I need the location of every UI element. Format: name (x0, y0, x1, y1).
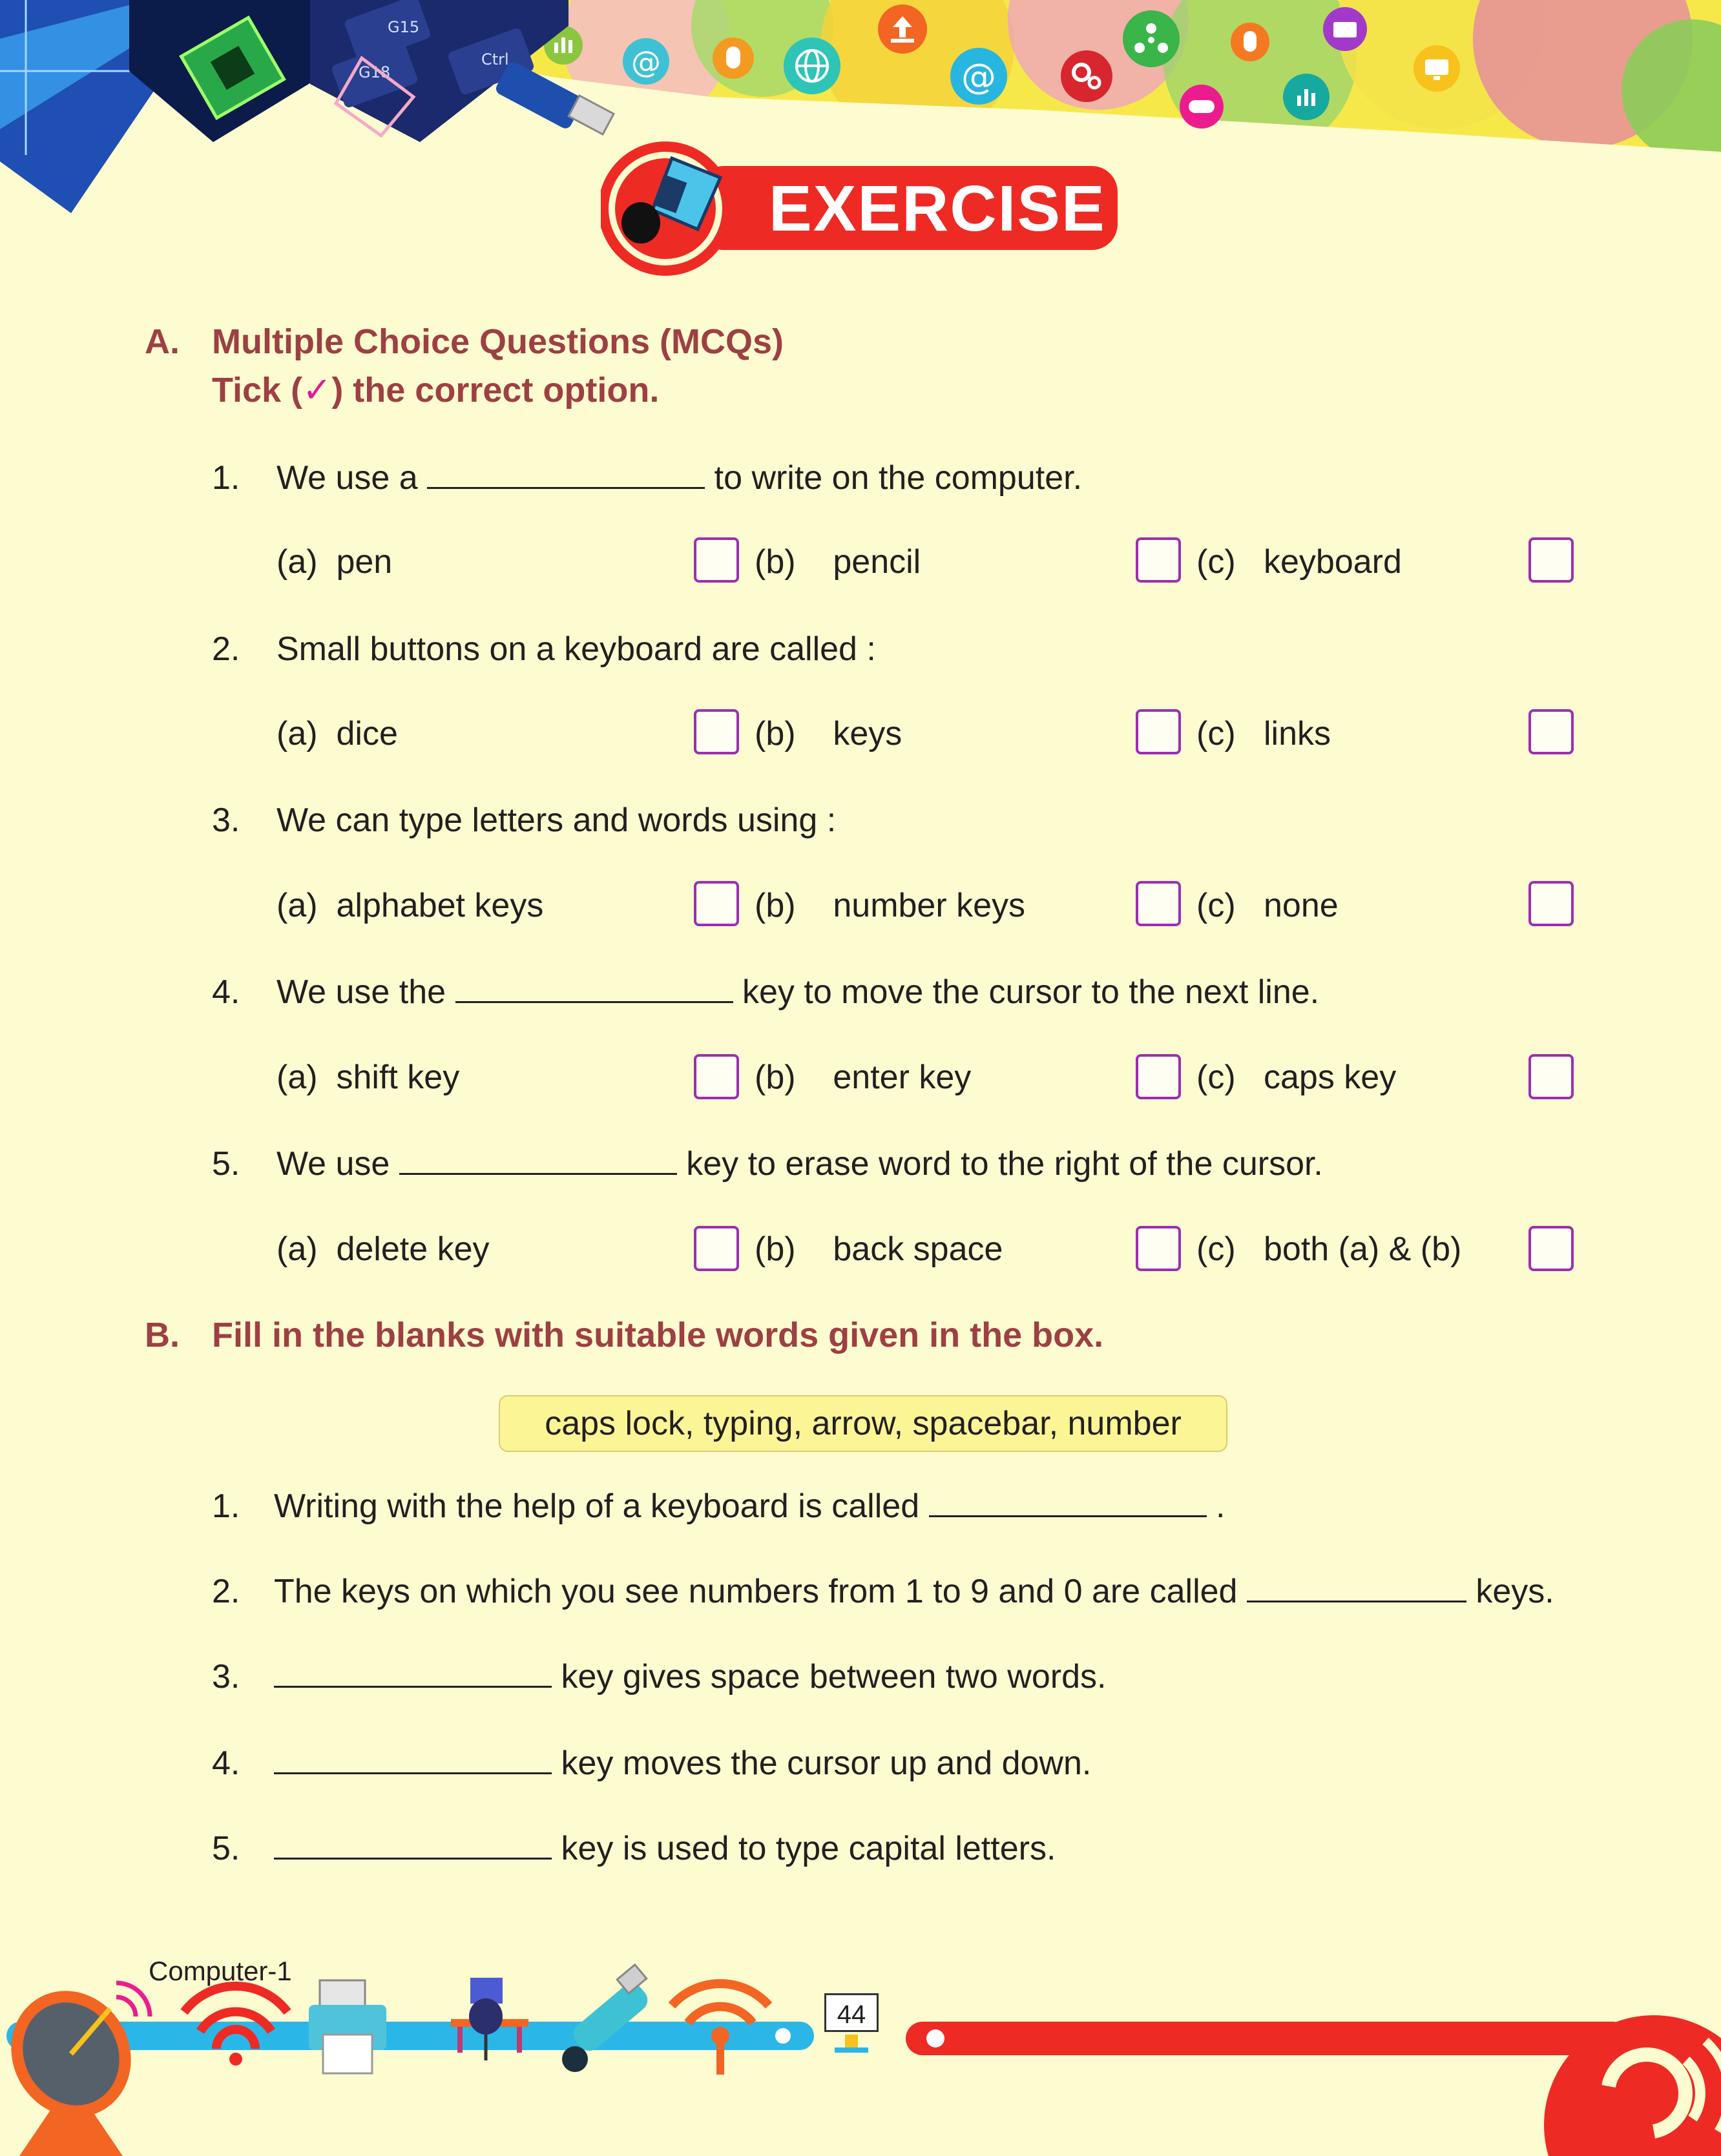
fill-question (274, 1572, 1554, 1611)
instruction-before: Tick ( (212, 371, 303, 409)
option-checkbox[interactable] (1136, 1054, 1181, 1099)
mcq-question (276, 1145, 1323, 1183)
mouse-icon (713, 37, 754, 79)
option-checkbox[interactable] (1528, 881, 1574, 926)
answer-blank[interactable] (274, 1832, 552, 1860)
mcq-number: 2. (212, 630, 240, 668)
answer-blank[interactable] (929, 1489, 1207, 1517)
section-b-title: Fill in the blanks with suitable words given in the box. (212, 1316, 1104, 1354)
answer-blank[interactable] (274, 1747, 552, 1774)
section-a-instruction (212, 369, 659, 410)
fill-number: 4. (212, 1745, 240, 1782)
option-checkbox[interactable] (1136, 537, 1181, 583)
option-checkbox[interactable] (694, 1054, 739, 1099)
answer-blank[interactable] (274, 1660, 552, 1688)
question-text: Writing with the help of a keyboard is called (274, 1487, 920, 1525)
svg-text:@: @ (631, 45, 661, 79)
option-label: (c) both (a) & (b) (1196, 1230, 1462, 1268)
upload-icon (878, 5, 927, 54)
option-checkbox[interactable] (1528, 537, 1574, 583)
question-text: to write on the computer. (714, 459, 1083, 497)
globe-icon (784, 37, 840, 94)
answer-blank[interactable] (455, 975, 733, 1003)
folder-icon (1323, 7, 1367, 51)
question-text: key gives space between two words. (561, 1658, 1107, 1695)
fill-question (274, 1829, 1056, 1868)
option-checkbox[interactable] (694, 1226, 739, 1271)
fill-question (274, 1487, 1225, 1526)
option-label: (a) delete key (276, 1230, 490, 1268)
svg-text:Ctrl: Ctrl (481, 50, 509, 68)
question-text: We can type letters and words using : (276, 802, 837, 839)
option-checkbox[interactable] (1528, 1054, 1574, 1099)
mcq-number: 3. (212, 802, 240, 839)
option-label: (a) alphabet keys (276, 887, 544, 924)
instruction-after: ) the correct option. (331, 371, 660, 409)
usb-drive-icon (562, 1965, 652, 2072)
answer-blank[interactable] (427, 461, 705, 489)
fill-question (274, 1657, 1106, 1696)
fill-number: 3. (212, 1658, 240, 1695)
printer-icon (309, 1980, 386, 2073)
option-checkbox[interactable] (1136, 709, 1181, 754)
bar-chart-icon (1283, 74, 1330, 120)
question-text: key is used to type capital letters. (561, 1830, 1056, 1867)
at-sign-icon (623, 38, 669, 85)
gears-icon (1061, 50, 1112, 102)
section-b-letter: B. (145, 1316, 180, 1354)
question-text: We use a (276, 459, 418, 497)
question-text: We use (276, 1145, 390, 1183)
fill-question (274, 1744, 1091, 1783)
option-label: (a) pen (276, 543, 393, 581)
tick-mark-icon: ✓ (302, 371, 332, 409)
question-text: key moves the cursor up and down. (561, 1745, 1092, 1782)
question-text: We use the (276, 973, 446, 1011)
question-text: . (1216, 1487, 1226, 1525)
option-checkbox[interactable] (1528, 1226, 1574, 1271)
answer-blank[interactable] (1247, 1575, 1466, 1602)
option-label: (c) keyboard (1196, 543, 1402, 581)
svg-text:G15: G15 (388, 18, 420, 36)
question-text: key to move the cursor to the next line. (742, 973, 1320, 1011)
option-label: (c) caps key (1196, 1059, 1397, 1096)
section-a-title: Multiple Choice Questions (MCQs) (212, 322, 784, 361)
fill-number: 1. (212, 1487, 240, 1525)
satellite-dish-icon (0, 1969, 154, 2156)
question-text: The keys on which you see numbers from 1 to 9 and 0 are called (274, 1573, 1238, 1610)
fill-number: 5. (212, 1830, 240, 1867)
mcq-question (276, 973, 1319, 1011)
option-checkbox[interactable] (1136, 1226, 1181, 1271)
monitor-icon (1413, 45, 1460, 92)
option-label: (b) enter key (755, 1059, 972, 1096)
circuit-chip-icon (0, 0, 362, 213)
mcq-number: 4. (212, 973, 240, 1011)
option-label: (b) back space (755, 1230, 1003, 1268)
option-label: (b) keys (755, 715, 902, 752)
option-checkbox[interactable] (694, 881, 739, 926)
option-checkbox[interactable] (694, 537, 739, 583)
answer-blank[interactable] (399, 1147, 677, 1175)
svg-text:G18: G18 (359, 63, 391, 81)
exercise-title: EXERCISE (769, 172, 1106, 245)
option-label: (b) number keys (755, 887, 1026, 924)
network-people-icon (1123, 10, 1180, 67)
option-label: (c) none (1196, 887, 1339, 924)
page-number: 44 (824, 1993, 879, 2032)
gamepad-icon (1180, 85, 1224, 129)
question-text: keys. (1476, 1573, 1554, 1610)
word-box: caps lock, typing, arrow, spacebar, number (499, 1395, 1227, 1452)
section-a-letter: A. (145, 322, 180, 361)
option-label: (b) pencil (755, 543, 921, 581)
fill-number: 2. (212, 1573, 240, 1610)
mcq-question (276, 459, 1082, 497)
at-sign-icon (950, 48, 1007, 105)
option-checkbox[interactable] (1136, 881, 1181, 926)
option-label: (a) shift key (276, 1059, 460, 1096)
mcq-number: 1. (212, 459, 240, 497)
book-name: Computer-1 (149, 1956, 292, 1986)
mcq-question (276, 801, 836, 840)
mouse-icon (1231, 23, 1269, 61)
svg-text:@: @ (961, 56, 996, 97)
option-checkbox[interactable] (694, 709, 739, 754)
option-label: (c) links (1196, 715, 1331, 752)
wifi-icon (184, 1986, 287, 2066)
mcq-number: 5. (212, 1145, 240, 1183)
mcq-question (276, 630, 876, 669)
option-label: (a) dice (276, 715, 398, 752)
option-checkbox[interactable] (1528, 709, 1574, 754)
question-text: Small buttons on a keyboard are called : (276, 630, 876, 668)
question-text: key to erase word to the right of the cursor. (686, 1145, 1323, 1183)
